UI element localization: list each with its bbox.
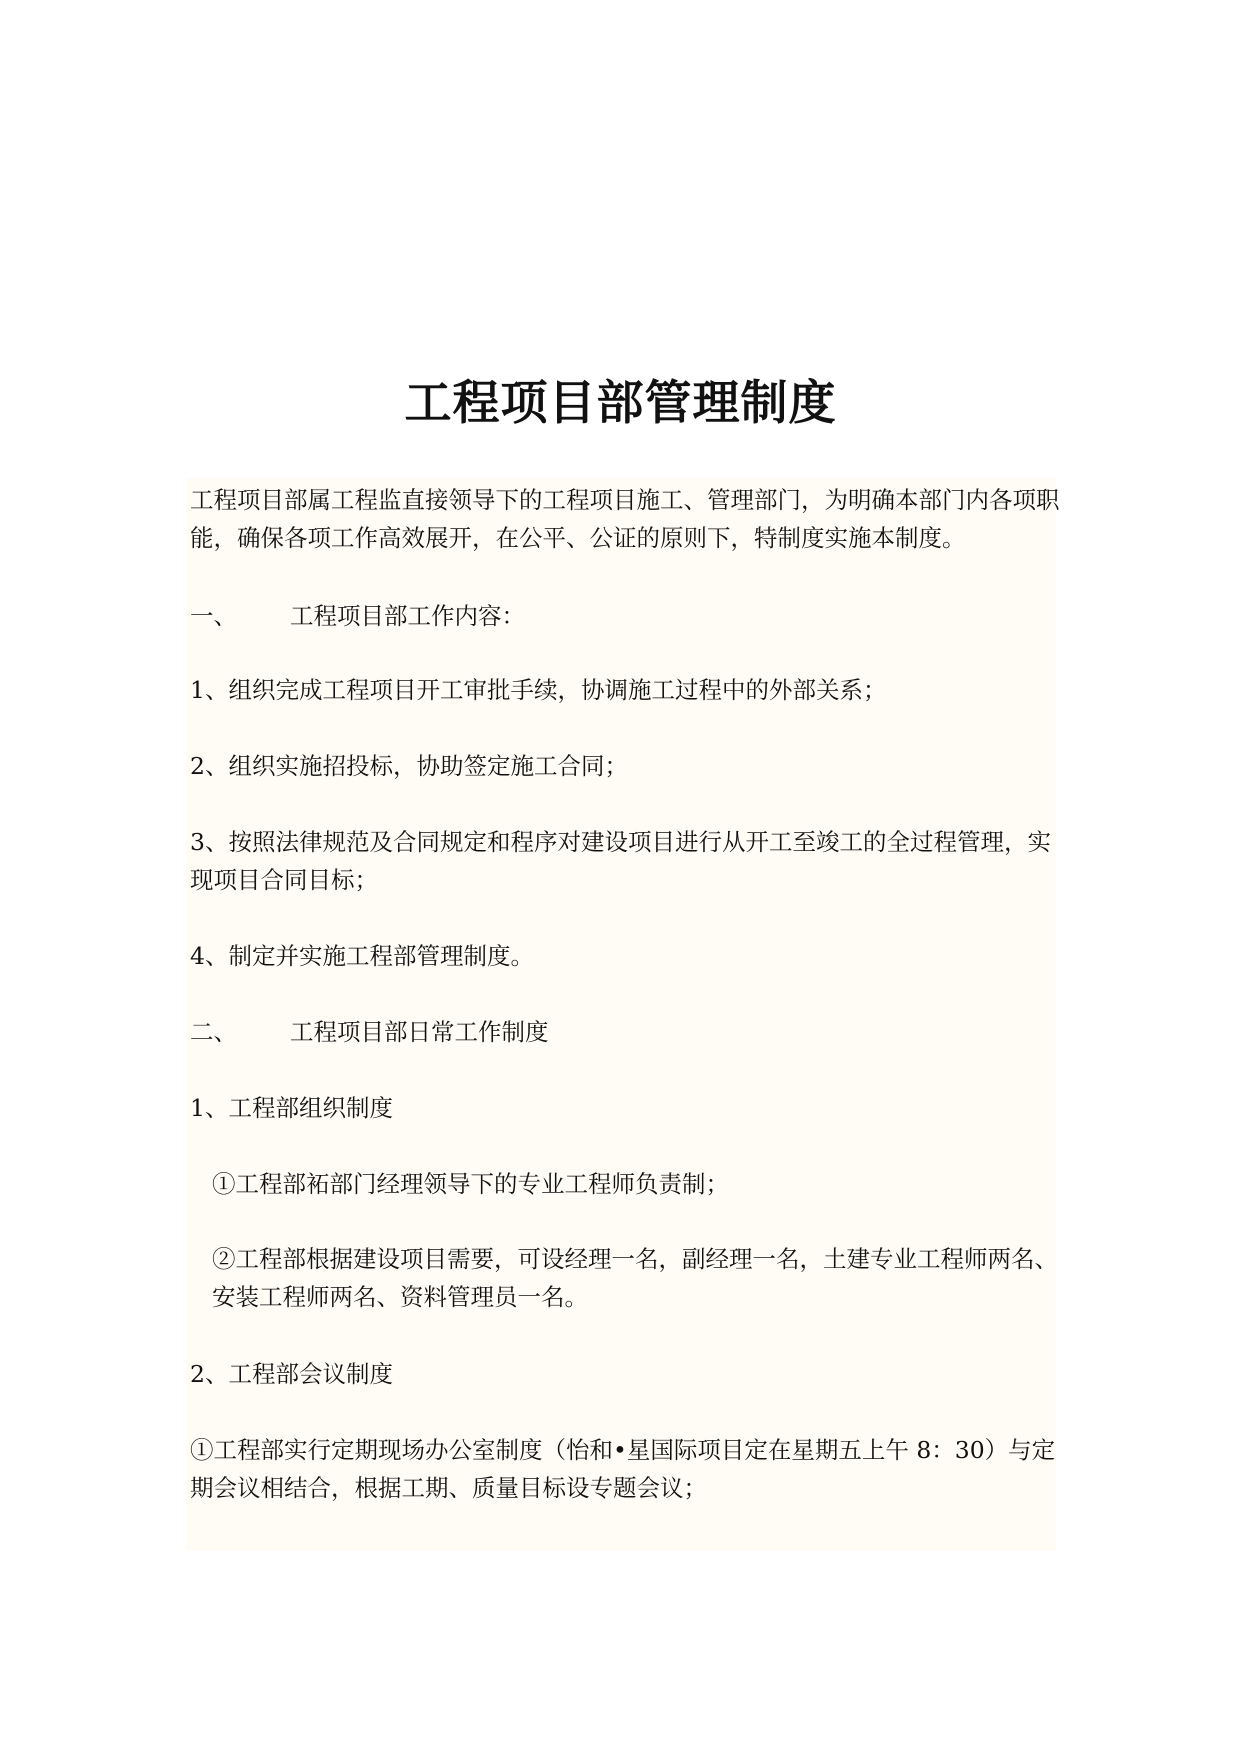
list-item: 4、制定并实施工程部管理制度。 — [190, 942, 534, 970]
list-item: 2、工程部会议制度 — [190, 1360, 393, 1388]
intro-paragraph: 工程项目部属工程监直接领导下的工程项目施工、管理部门，为明确本部门内各项职能，确保各项工作高效展开，在公平、公证的原则下，特制度实施本制度。 — [190, 486, 1060, 552]
section-2-heading — [190, 1013, 1060, 1051]
page-title: 工程项目部管理制度 — [404, 376, 837, 431]
list-item: 1、工程部组织制度 — [190, 1094, 393, 1122]
list-item: ①工程部实行定期现场办公室制度（怡和•星国际项目定在星期五上午 8：30）与定期会议相结合，根据工期、质量目标设专题会议； — [190, 1436, 1056, 1502]
list-item: ①工程部袥部门经理领导下的专业工程师负责制； — [212, 1170, 729, 1198]
section-2-title: 工程项目部日常工作制度 — [290, 1018, 549, 1046]
section-1-title: 工程项目部工作内容： — [290, 602, 525, 630]
section-1-number: 一、 — [190, 602, 237, 630]
list-item: 3、按照法律规范及合同规定和程序对建设项目进行从开工至竣工的全过程管理，实现项目合同目标； — [190, 828, 1051, 894]
list-item: 2、组织实施招投标，协助签定施工合同； — [190, 752, 628, 780]
section-2-number: 二、 — [190, 1018, 237, 1046]
list-item: 1、组织完成工程项目开工审批手续，协调施工过程中的外部关系； — [190, 676, 887, 704]
list-item: ②工程部根据建设项目需要，可设经理一名，副经理一名，土建专业工程师两名、安装工程师两名、资料管理员一名。 — [212, 1245, 1058, 1311]
section-1-heading — [190, 597, 1060, 635]
